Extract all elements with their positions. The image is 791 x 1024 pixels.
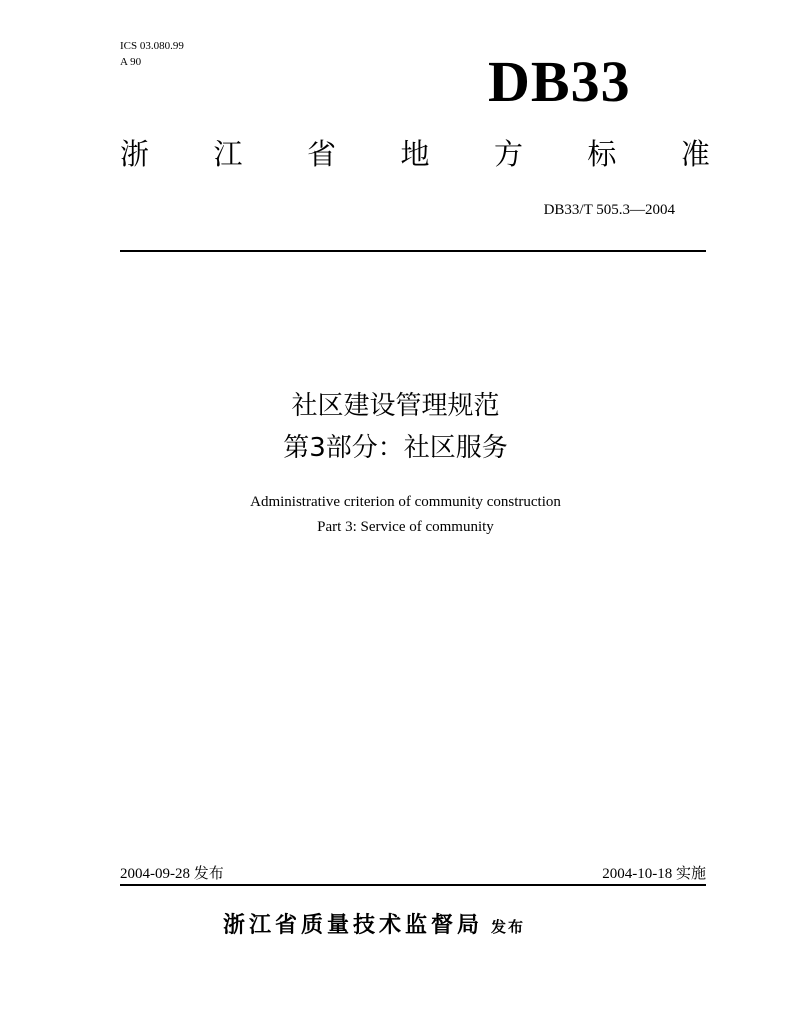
standard-type-char: 方	[493, 137, 523, 171]
standard-type-char: 省	[306, 137, 336, 171]
standard-type-char: 地	[400, 137, 430, 171]
implement-date: 2004-10-18 实施	[602, 866, 706, 882]
ccs-code: A 90	[120, 56, 142, 68]
ics-code: ICS 03.080.99	[120, 40, 184, 52]
issue-date: 2004-09-28 发布	[120, 866, 224, 882]
standard-code: DB33	[488, 49, 631, 114]
title-cn-line2: 第3部分：社区服务	[283, 433, 508, 463]
standard-number: DB33/T 505.3—2004	[543, 202, 675, 218]
standard-type-char: 江	[213, 137, 243, 171]
publisher-name: 浙江省质量技术监督局	[223, 913, 484, 938]
title-en-line1: Administrative criterion of community construction	[250, 494, 561, 510]
title-cn-line1: 社区建设管理规范	[291, 391, 500, 421]
classification-codes	[120, 38, 184, 70]
title-en-line2: Part 3: Service of community	[317, 519, 494, 535]
publisher	[223, 910, 525, 943]
standard-type-char: 准	[680, 137, 710, 171]
standard-type-char: 标	[587, 137, 617, 171]
standard-type-char: 浙	[120, 137, 150, 171]
top-divider	[120, 250, 706, 252]
standard-type	[120, 136, 710, 172]
bottom-divider	[120, 884, 706, 886]
publisher-suffix: 发布	[491, 918, 526, 936]
